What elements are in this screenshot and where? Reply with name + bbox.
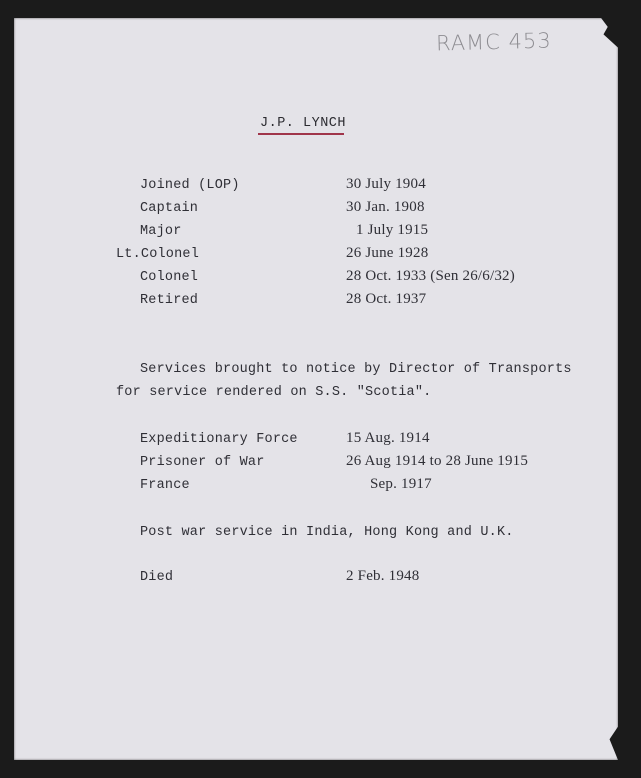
notice-line-1: Services brought to notice by Director of Transports [140, 362, 572, 377]
career-label-captain: Captain [140, 201, 199, 216]
career-date-joined: 30 July 1904 [346, 176, 426, 192]
career-label-major: Major [140, 224, 182, 239]
service-label-prisoner: Prisoner of War [140, 455, 265, 470]
career-label-colonel: Colonel [140, 270, 199, 285]
died-date: 2 Feb. 1948 [346, 568, 420, 584]
service-date-expeditionary: 15 Aug. 1914 [346, 430, 430, 446]
career-label-retired: Retired [140, 293, 199, 308]
career-label-lt-colonel: Lt.Colonel [116, 247, 200, 262]
service-date-france: Sep. 1917 [370, 476, 432, 492]
shelfmark-handwritten: RAMC 453 [435, 28, 552, 56]
notice-line-2: for service rendered on S.S. "Scotia". [116, 385, 432, 400]
career-label-joined: Joined (LOP) [140, 178, 240, 193]
career-date-captain: 30 Jan. 1908 [346, 199, 425, 215]
document-title: J.P. LYNCH [260, 116, 347, 131]
career-date-major: 1 July 1915 [356, 222, 429, 238]
service-label-expeditionary: Expeditionary Force [140, 432, 298, 447]
post-war-service: Post war service in India, Hong Kong and U.K. [140, 525, 514, 540]
career-date-colonel: 28 Oct. 1933 (Sen 26/6/32) [346, 268, 515, 284]
service-date-prisoner: 26 Aug 1914 to 28 June 1915 [346, 453, 529, 469]
service-label-france: France [140, 478, 190, 493]
career-date-lt-colonel: 26 June 1928 [346, 245, 429, 261]
career-date-retired: 28 Oct. 1937 [346, 291, 427, 307]
died-label: Died [140, 570, 174, 585]
title-underline [258, 133, 344, 135]
